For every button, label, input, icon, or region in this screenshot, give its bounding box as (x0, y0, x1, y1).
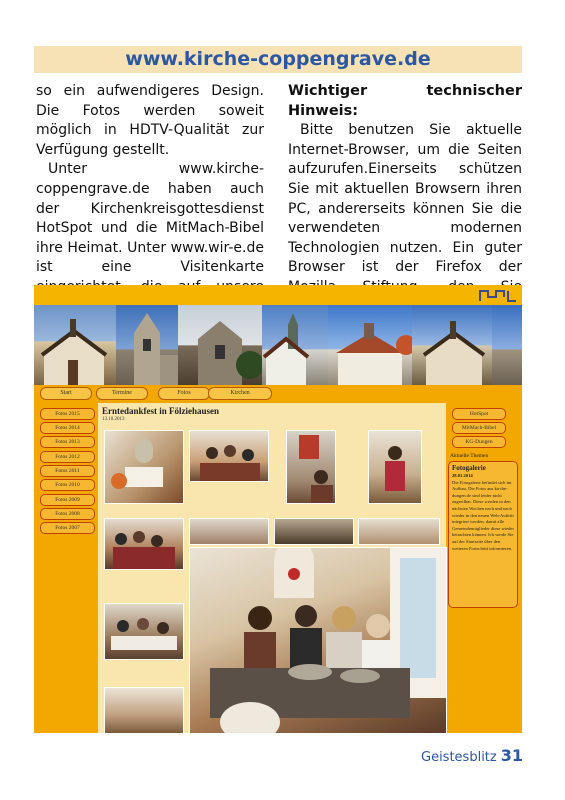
fotos-2009-button[interactable]: Fotos 2009 (40, 494, 95, 506)
gallery-date: 13.10.2013 (102, 417, 125, 422)
gallery-thumbnail[interactable] (104, 603, 184, 660)
paragraph: so ein aufwendigeres Design. Die Fotos werden soweit möglich in HDTV-Qualität zur Verfügung gestellt. (36, 83, 264, 158)
fotos-2008-button[interactable]: Fotos 2008 (40, 508, 95, 520)
nav-start[interactable]: Start (40, 387, 92, 400)
site-logo-icon (478, 287, 518, 303)
church-photo (328, 305, 412, 385)
news-box (448, 461, 518, 608)
hint-body: Bitte benutzen Sie aktuelle Internet-Browser, um die Seiten aufzurufen.Einerseits schützen Sie mit aktuellen Browsern ihren PC, andererseits können Sie die verwendeten modernen Technologien nutzen. Ein guter Browser ist der Firefox der (288, 122, 522, 276)
news-date: 28.01.2014 (452, 473, 473, 478)
page-number: 31 (500, 746, 523, 765)
paragraph: Unter www.kirche-coppengrave.de haben auch der Kirchenkreisgottesdienst HotSpot und die MitMach-Bibel ihre Heimat. Unter www.wir-e.de ist eine Visitenkarte (36, 161, 264, 276)
fotos-2012-button[interactable]: Fotos 2012 (40, 451, 95, 463)
church-photo (178, 305, 262, 385)
gallery-main-photo[interactable] (189, 547, 447, 733)
website-screenshot (34, 285, 522, 733)
nav-kirchen[interactable]: Kirchen (208, 387, 272, 400)
hotspot-button[interactable]: HotSpot (452, 408, 506, 420)
left-column (36, 82, 264, 317)
gallery-title: Erntedankfest in Fölziehausen (102, 406, 220, 416)
news-text: Die Fotogalerie befindet sich im Aufbau. Die Fotos aus kirche-dungen.de sind leider nicht zugreifbar. Diese werden in den nächsten Wochen nach und nach wieder in den neuen Web-Auftritt integriert werden, damit alle Gemeindemitglieder diese wieder betrachten können. Ich werde Sie auf der Startseite über den weiteren Fortschritt informieren. (452, 479, 514, 551)
nav-fotos[interactable]: Fotos (158, 387, 210, 400)
church-photo (116, 305, 178, 385)
fotos-2015-button[interactable]: Fotos 2015 (40, 408, 95, 420)
magazine-name: Geistesblitz (421, 750, 497, 765)
news-header: Aktuelle Themen (450, 453, 489, 459)
url-banner (34, 46, 522, 73)
gallery-thumbnail[interactable] (274, 518, 354, 545)
nav-termine[interactable]: Termine (96, 387, 148, 400)
kg-dungen-button[interactable]: KG-Dungen (452, 436, 506, 448)
gallery-thumbnail[interactable] (104, 687, 184, 733)
news-title: Fotogalerie (452, 464, 486, 472)
fotos-2010-button[interactable]: Fotos 2010 (40, 479, 95, 491)
church-photo (412, 305, 492, 385)
gallery-thumbnail[interactable] (368, 430, 422, 504)
church-photo (262, 305, 328, 385)
gallery-thumbnail[interactable] (189, 518, 269, 545)
page-footer (421, 746, 523, 765)
mitmach-bibel-button[interactable]: MitMach-Bibel (452, 422, 506, 434)
fotos-2013-button[interactable]: Fotos 2013 (40, 436, 95, 448)
church-photo-banner (34, 305, 522, 385)
fotos-2011-button[interactable]: Fotos 2011 (40, 465, 95, 477)
site-header (34, 285, 522, 305)
gallery-thumbnail[interactable] (286, 430, 336, 504)
church-photo (34, 305, 116, 385)
gallery-thumbnail[interactable] (104, 518, 184, 570)
fotos-2014-button[interactable]: Fotos 2014 (40, 422, 95, 434)
gallery-thumbnail[interactable] (104, 430, 184, 504)
gallery-thumbnail[interactable] (358, 518, 440, 545)
church-photo (492, 305, 522, 385)
fotos-2007-button[interactable]: Fotos 2007 (40, 522, 95, 534)
gallery-thumbnail[interactable] (189, 430, 269, 482)
site-url: www.kirche-coppengrave.de (125, 48, 431, 70)
hint-heading: Wichtiger technischer Hinweis: (288, 83, 522, 119)
